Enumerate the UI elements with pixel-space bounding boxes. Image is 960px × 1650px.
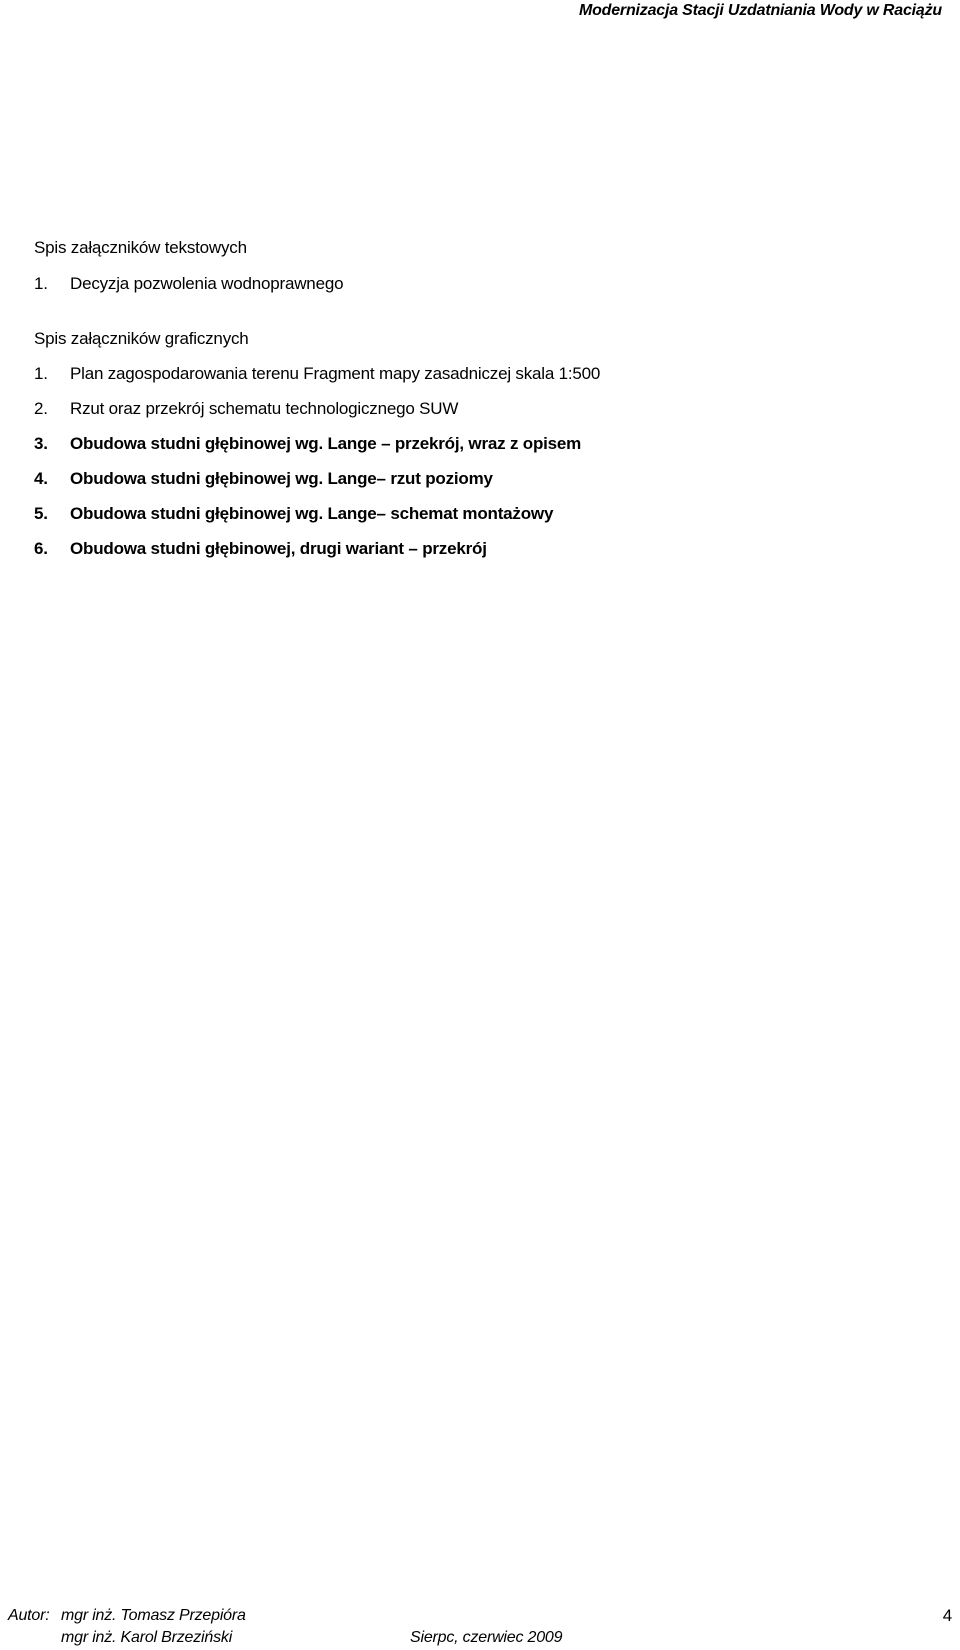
list-item	[34, 272, 934, 296]
author-label: Autor:	[8, 1607, 50, 1624]
author-name-2: mgr inż. Karol Brzeziński	[61, 1629, 233, 1646]
list-item-text: Obudowa studni głębinowej wg. Lange– schemat montażowy	[70, 504, 554, 523]
list-item	[34, 432, 934, 456]
list-item	[34, 502, 934, 526]
text-attachments-list	[34, 272, 934, 296]
list-item	[34, 537, 934, 561]
page-number: 4	[942, 1606, 952, 1625]
list-item-number: 6.	[34, 539, 48, 558]
list-item	[34, 397, 934, 421]
list-item-text: Decyzja pozwolenia wodnoprawnego	[70, 274, 344, 293]
author-name-1: mgr inż. Tomasz Przepióra	[61, 1607, 246, 1624]
page-footer	[8, 1606, 952, 1650]
list-item	[34, 467, 934, 491]
list-item	[34, 362, 934, 386]
list-item-text: Obudowa studni głębinowej wg. Lange – przekrój, wraz z opisem	[70, 434, 582, 453]
list-item-text: Obudowa studni głębinowej, drugi wariant – przekrój	[70, 539, 487, 558]
list-item-text: Plan zagospodarowania terenu Fragment mapy zasadniczej skala 1:500	[70, 364, 601, 383]
list-item-number: 1.	[34, 274, 48, 293]
place-date: Sierpc, czerwiec 2009	[410, 1629, 563, 1646]
list-item-number: 2.	[34, 399, 48, 418]
list-item-number: 4.	[34, 469, 48, 488]
list-item-number: 5.	[34, 504, 48, 523]
list-item-number: 3.	[34, 434, 48, 453]
list-item-text: Obudowa studni głębinowej wg. Lange– rzut poziomy	[70, 469, 493, 488]
graphic-attachments-title: Spis załączników graficznych	[34, 329, 249, 348]
graphic-attachments-list	[34, 362, 934, 561]
list-item-text: Rzut oraz przekrój schematu technologicznego SUW	[70, 399, 459, 418]
page-header-title: Modernizacja Stacji Uzdatniania Wody w Raciążu	[578, 2, 942, 19]
text-attachments-title: Spis załączników tekstowych	[34, 238, 247, 257]
document-content	[34, 236, 934, 561]
list-item-number: 1.	[34, 364, 48, 383]
